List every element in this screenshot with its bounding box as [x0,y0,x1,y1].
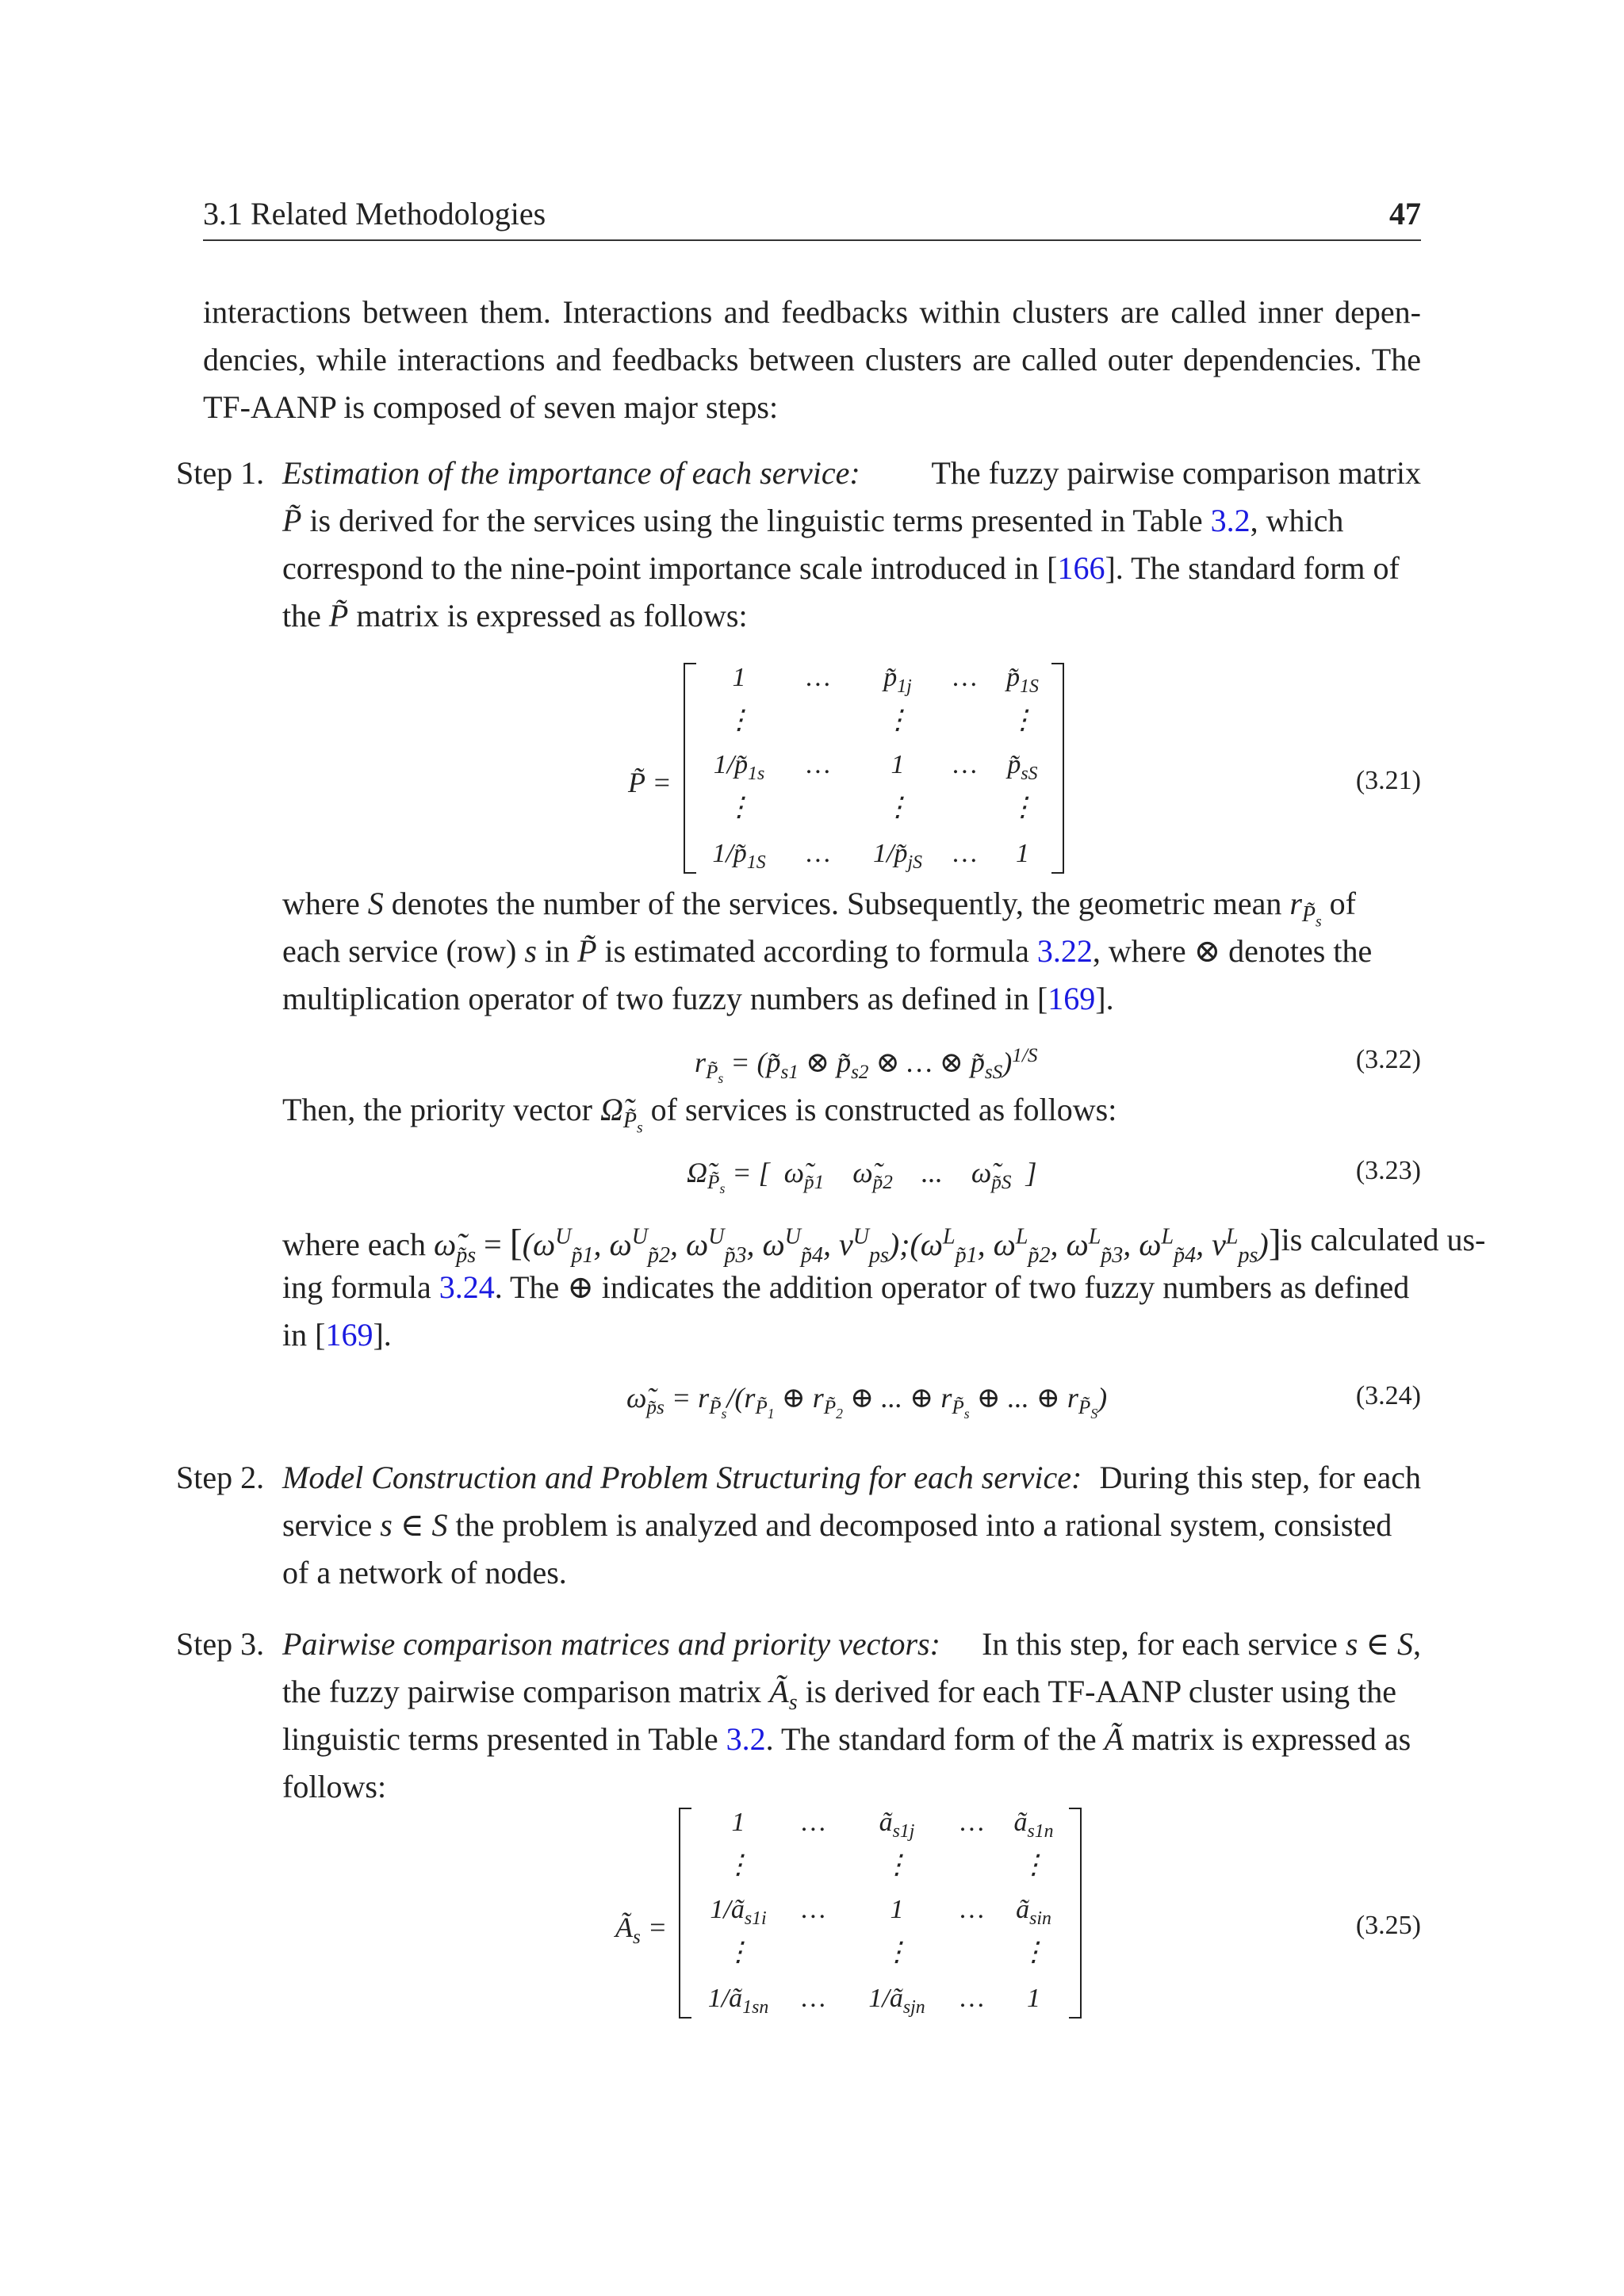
step3-line-3: linguistic terms presented in Table 3.2. The standard form of the Ã matrix is expressed as [282,1721,1411,1757]
eq-number-324: (3.24) [1355,1381,1421,1410]
intro-line-3: TF-AANP is composed of seven major steps: [203,389,779,425]
step1-title: Estimation of the importance of each service: [282,455,860,491]
step2-line-1: Model Construction and Problem Structuring for each service: During this step, for each [282,1460,1421,1495]
equation-324: $\omegã_{p̃s} = r_{P̃_s}/(r_{P̃_1}$ ⊕ $r_{P̃_2}$ ⊕ ... ⊕ $r_{P̃_s}$ ⊕ ... ⊕ $r_{P̃_S}$) [626,1382,1108,1422]
step1-line-2: P̃ is derived for the services using the linguistic terms presented in Table 3.2, which [282,503,1344,538]
formula-324-link[interactable]: 3.24 [439,1269,495,1305]
table-ref-link[interactable]: 3.2 [1210,503,1251,538]
equation-322: $r_{P̃_s}$ = ($p̃_{s1}$ ⊗ $p̃_{s2}$ ⊗ … ⊗ $p̃_{sS})^{1/S}$ [695,1045,1038,1087]
step3-title: Pairwise comparison matrices and priority vectors: [282,1626,940,1662]
matrix-p: 1 … $p̃_{1j}$ … $p̃_{1S}$ ⋮ ⋮ ⋮ $1/p̃_{1s}$ … 1 … $p̃_{sS}$ ⋮ ⋮ ⋮ $1/p̃_{1S}$ … $1/p̃_{jS}$ … 1 [684,663,1064,874]
matrix-a-lhs: $Ã_s$ = [615,1911,668,1949]
step1-line-4: the P̃ matrix is expressed as follows: [282,598,748,633]
citation-166-link[interactable]: 166 [1057,550,1105,586]
step3-line-2: the fuzzy pairwise comparison matrix $Ã_s$ is derived for each TF-AANP cluster using the [282,1674,1396,1715]
step1-line-11: in [169]. [282,1317,392,1353]
eq-number-322: (3.22) [1355,1045,1421,1074]
matrix-a: 1 … $ã_{s1j}$ … $ã_{s1n}$ ⋮ ⋮ ⋮ $1/ã_{s1i}$ … 1 … $ã_{sin}$ ⋮ ⋮ ⋮ $1/ã_{1sn}$ … $1/ã_{sjn}$ … 1 [679,1808,1082,2019]
step1-line-8: Then, the priority vector $\Omegã_{P̃_s}$ of services is constructed as follows: [282,1092,1117,1137]
section-title: 3.1 Related Methodologies [203,196,546,232]
eq-number-323: (3.23) [1355,1156,1421,1185]
step1-line-6: each service (row) s in P̃ is estimated according to formula 3.22, where ⊗ denotes the [282,933,1373,969]
intro-line-1: interactions between them. Interactions and feedbacks within clusters are called inner depen- [203,294,1421,330]
step2-line-2: service s ∈ S the problem is analyzed and decomposed into a rational system, consisted [282,1507,1392,1543]
step3-line-1: Pairwise comparison matrices and priority vectors: In this step, for each service s ∈ S, [282,1626,1421,1662]
eq-number-321: (3.21) [1355,766,1421,795]
step1-label: Step 1. [176,455,265,491]
equation-323: $\Omegã_{P̃_s}$ = [ $\omegã_{p̃1}$ $\omegã_{p̃2}$ ... $\omegã_{p̃S}$ ] [687,1157,1037,1197]
step3-line-4: follows: [282,1769,387,1804]
step1-line1-rest: The fuzzy pairwise comparison matrix [931,455,1421,491]
step1-line-7: multiplication operator of two fuzzy numbers as defined in [169]. [282,981,1114,1016]
eq-number-325: (3.25) [1355,1911,1421,1940]
intro-line-2: dencies, while interactions and feedbacks between clusters are called outer dependencies. The [203,342,1421,377]
formula-322-link[interactable]: 3.22 [1036,933,1093,969]
page-number: 47 [1389,196,1421,232]
step1-line-5: where S denotes the number of the services. Subsequently, the geometric mean $r_{P̃_s}$ of [282,886,1356,931]
matrix-p-lhs: P̃ = [628,767,672,798]
step1-line-9: where each $\omegã_{p̃s} = [(\omega^U_{p̃1}$, $\omega^U_{p̃2}$, $\omega^U_{p̃3}$, $\omega^U_{p̃4}$, $v^U_{ps});(\omega^L_{p̃1}$, $\omega^L_{p̃2}$, $\omega^L_{p̃3}$, $\omega^L_{p̃4}$, $v^L_{ps}$)] is calculated us- [282,1222,1486,1268]
step1-line-1 [282,454,1421,492]
table-ref-link-2[interactable]: 3.2 [726,1721,766,1757]
step2-title: Model Construction and Problem Structuring for each service: [282,1460,1082,1495]
citation-169-link[interactable]: 169 [1048,981,1096,1016]
citation-169b-link[interactable]: 169 [325,1317,373,1353]
step3-label: Step 3. [176,1626,265,1662]
running-header [203,195,1421,241]
step2-label: Step 2. [176,1460,265,1495]
step1-line-3: correspond to the nine-point importance scale introduced in [166]. The standard form of [282,550,1400,586]
step1-line-10: ing formula 3.24. The ⊕ indicates the addition operator of two fuzzy numbers as defined [282,1269,1410,1305]
step2-line-3: of a network of nodes. [282,1555,567,1590]
